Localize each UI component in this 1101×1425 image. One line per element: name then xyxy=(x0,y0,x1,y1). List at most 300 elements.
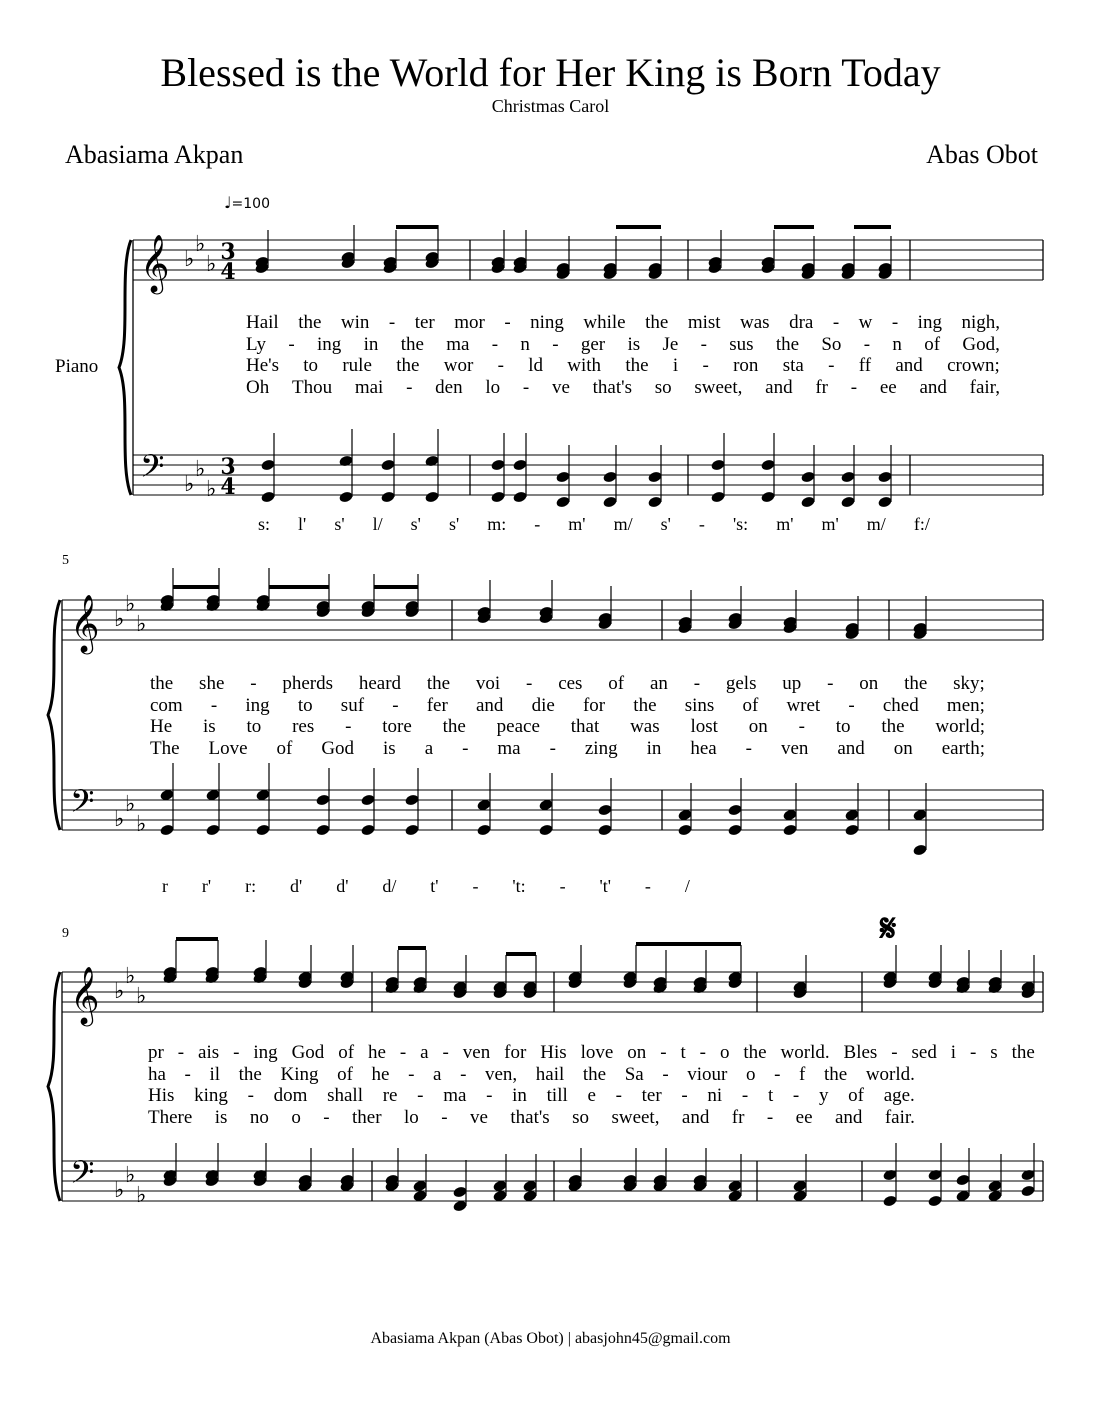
verse-2-lyrics-syllable: to xyxy=(297,694,313,716)
flat-icon: ♭ xyxy=(136,1183,147,1208)
verse-4-lyrics-syllable: and xyxy=(834,1106,863,1128)
verse-1-lyrics-syllable: Hail xyxy=(246,312,279,333)
verse-3-lyrics-syllable: y xyxy=(818,1085,829,1106)
lyricist-name: Abasiama Akpan xyxy=(65,140,244,169)
notehead xyxy=(538,823,553,836)
verse-3-lyrics-syllable: - xyxy=(681,1085,688,1106)
score-subtitle: Christmas Carol xyxy=(491,96,610,116)
bass-clef-icon: 𝄢 xyxy=(140,448,165,492)
verse-1-lyrics-syllable: world. xyxy=(780,1042,830,1063)
verse-1-lyrics-syllable: - xyxy=(832,312,840,333)
verse-1-lyrics-syllable: ter xyxy=(414,312,435,333)
verse-4-lyrics-syllable: fair, xyxy=(969,376,1000,398)
verse-2-lyrics-syllable: il xyxy=(209,1063,221,1085)
verse-1-lyrics-syllable: mist xyxy=(687,312,721,333)
verse-1-lyrics-syllable: - xyxy=(526,673,533,694)
verse-3-lyrics-syllable: He's xyxy=(246,355,279,376)
verse-1-lyrics-syllable: love xyxy=(580,1042,614,1063)
verse-2-lyrics-syllable: com xyxy=(150,694,183,716)
verse-4-lyrics-syllable: hea xyxy=(690,737,717,759)
verse-1-lyrics-syllable: a xyxy=(420,1042,429,1063)
verse-3-lyrics-syllable: king xyxy=(194,1085,228,1106)
flat-icon: ♭ xyxy=(114,1178,125,1203)
verse-4-lyrics-syllable: and xyxy=(919,376,947,398)
solfa-line-syllable: 't' xyxy=(599,876,611,896)
verse-2-lyrics-syllable: ger xyxy=(580,333,606,355)
verse-1-lyrics-syllable: for xyxy=(504,1042,527,1063)
verse-4-lyrics-syllable: o xyxy=(291,1106,301,1128)
verse-2-lyrics-syllable: - xyxy=(184,1063,191,1085)
verse-3-lyrics-syllable: dom xyxy=(273,1085,308,1106)
verse-3-lyrics-syllable: wor xyxy=(443,355,474,376)
verse-2-lyrics-syllable: n xyxy=(520,333,530,355)
notehead xyxy=(727,803,742,816)
verse-1-lyrics-syllable: the xyxy=(904,673,928,694)
flat-icon: ♭ xyxy=(184,247,195,272)
verse-4-lyrics-syllable: that's xyxy=(592,376,632,398)
solfa-line-syllable: 't: xyxy=(512,876,526,896)
verse-4-lyrics-syllable: ma xyxy=(497,737,521,759)
verse-3-lyrics-syllable: ni xyxy=(707,1085,723,1106)
verse-2-lyrics-syllable: the xyxy=(775,333,800,355)
verse-3-lyrics-syllable: - xyxy=(828,355,835,376)
notehead xyxy=(380,490,395,503)
solfa-line-syllable: - xyxy=(698,514,705,534)
segno-icon: 𝄋 xyxy=(880,905,897,950)
verse-1-lyrics-syllable: ces xyxy=(558,673,583,694)
notehead xyxy=(159,823,174,836)
solfa-line-syllable: - xyxy=(472,876,479,896)
verse-2-lyrics-syllable: n xyxy=(892,333,902,355)
verse-2-lyrics-syllable: he xyxy=(371,1063,390,1085)
verse-1-lyrics-syllable: pherds xyxy=(282,673,334,694)
verse-4-lyrics-syllable: - xyxy=(462,737,469,759)
notehead xyxy=(800,495,815,508)
verse-2-lyrics-syllable: Ly xyxy=(246,333,267,355)
verse-1-lyrics-syllable: o xyxy=(719,1042,730,1063)
verse-4-lyrics-syllable: - xyxy=(850,376,858,398)
verse-3-lyrics-syllable: - xyxy=(798,716,805,737)
verse-4-lyrics-syllable: There xyxy=(148,1106,193,1128)
notehead xyxy=(927,1194,942,1207)
verse-3-lyrics-syllable: was xyxy=(630,716,660,737)
solfa-line-syllable: s' xyxy=(334,514,345,534)
verse-2-lyrics-syllable: sins xyxy=(684,694,715,716)
solfa-line-syllable: m/ xyxy=(866,514,886,534)
verse-1-lyrics-syllable: she xyxy=(199,673,225,694)
solfa-line-syllable: / xyxy=(684,876,690,896)
verse-4-lyrics-syllable: is xyxy=(214,1106,228,1128)
measure-number: 9 xyxy=(62,926,69,941)
verse-1-lyrics-syllable: s xyxy=(990,1042,998,1063)
notehead xyxy=(710,490,725,503)
notehead xyxy=(1020,1168,1035,1181)
verse-3-lyrics-syllable: res xyxy=(292,716,315,737)
verse-2-lyrics-syllable: - xyxy=(863,333,871,355)
notehead xyxy=(927,1168,942,1181)
verse-3-lyrics-syllable: with xyxy=(567,355,602,376)
time-sig-bottom: 4 xyxy=(220,259,236,285)
notehead xyxy=(512,458,527,471)
verse-1-lyrics-syllable: His xyxy=(540,1042,567,1063)
notehead xyxy=(315,823,330,836)
verse-2-lyrics xyxy=(148,1064,915,1086)
footer-credit: Abasiama Akpan (Abas Obot) | abasjohn45@gmail.com xyxy=(370,1330,731,1347)
verse-1-lyrics-syllable: i xyxy=(950,1042,957,1063)
verse-2-lyrics-syllable: of xyxy=(337,1063,353,1085)
verse-4-lyrics-syllable: and xyxy=(765,376,793,398)
verse-4-lyrics xyxy=(246,377,1000,399)
verse-2-lyrics-syllable: men; xyxy=(946,694,985,716)
verse-3-lyrics-syllable: - xyxy=(345,716,352,737)
verse-2-lyrics-syllable: world. xyxy=(865,1063,915,1085)
verse-1-lyrics-syllable: ning xyxy=(530,312,564,333)
verse-3-lyrics-syllable: - xyxy=(792,1085,800,1106)
verse-3-lyrics-syllable: sta xyxy=(782,355,804,376)
treble-clef-icon: 𝄞 xyxy=(140,234,170,292)
solfa-line-syllable: f:/ xyxy=(913,514,930,534)
verse-2-lyrics-syllable: sus xyxy=(729,333,754,355)
time-sig-top: 3 xyxy=(220,454,236,480)
verse-2-lyrics-syllable: - xyxy=(848,694,855,716)
verse-2-lyrics-syllable: f xyxy=(799,1063,806,1085)
verse-4-lyrics-syllable: ven xyxy=(780,737,809,759)
solfa-line-syllable: d' xyxy=(336,876,349,896)
solfa-line xyxy=(258,514,930,535)
verse-4-lyrics xyxy=(148,1107,915,1129)
verse-2-lyrics-syllable: of xyxy=(924,333,941,355)
notehead xyxy=(877,470,892,483)
solfa-line-syllable: s' xyxy=(660,514,671,534)
solfa-line-syllable: - xyxy=(534,514,541,534)
verse-1-lyrics-syllable: on xyxy=(859,673,879,694)
notehead xyxy=(727,823,742,836)
verse-1-lyrics xyxy=(246,312,1000,334)
notehead xyxy=(710,458,725,471)
composer-name: Abas Obot xyxy=(926,140,1038,169)
verse-1-lyrics-syllable: - xyxy=(970,1042,977,1063)
verse-1-lyrics-syllable: - xyxy=(827,673,834,694)
notehead xyxy=(782,823,797,836)
notehead xyxy=(476,823,491,836)
solfa-line-syllable: m' xyxy=(568,514,586,534)
verse-1-lyrics xyxy=(150,673,985,695)
verse-4-lyrics-syllable: zing xyxy=(584,737,618,759)
verse-4-lyrics-syllable: ther xyxy=(352,1106,382,1128)
verse-3-lyrics-syllable: He xyxy=(150,716,173,737)
notehead xyxy=(840,495,855,508)
verse-4-lyrics-syllable: - xyxy=(441,1106,448,1128)
verse-3-lyrics xyxy=(150,716,985,738)
verse-4-lyrics-syllable: so xyxy=(654,376,672,398)
notehead xyxy=(602,495,617,508)
verse-1-lyrics-syllable: w xyxy=(858,312,873,333)
notehead xyxy=(647,470,662,483)
verse-2-lyrics-syllable: ha xyxy=(148,1063,166,1085)
solfa-line xyxy=(162,876,690,897)
verse-1-lyrics-syllable: pr xyxy=(148,1042,164,1063)
verse-2-lyrics-syllable: the xyxy=(238,1063,262,1085)
verse-4-lyrics-syllable: sweet, xyxy=(611,1106,660,1128)
verse-1-lyrics-syllable: - xyxy=(233,1042,240,1063)
verse-1-lyrics-syllable: he xyxy=(368,1042,386,1063)
verse-3-lyrics xyxy=(148,1085,915,1107)
verse-1-lyrics-syllable: - xyxy=(442,1042,449,1063)
notehead xyxy=(360,793,375,806)
flat-icon: ♭ xyxy=(136,612,147,637)
verse-3-lyrics-syllable: is xyxy=(202,716,216,737)
verse-4-lyrics xyxy=(150,738,985,760)
verse-3-lyrics-syllable: peace xyxy=(496,716,540,737)
verse-2-lyrics-syllable: - xyxy=(408,1063,415,1085)
verse-4-lyrics-syllable: fr xyxy=(731,1106,745,1128)
verse-3-lyrics-syllable: ff xyxy=(858,355,872,376)
notehead xyxy=(205,823,220,836)
verse-2-lyrics-syllable: - xyxy=(552,333,559,355)
verse-4-lyrics-syllable: - xyxy=(766,1106,774,1128)
verse-2-lyrics-syllable: for xyxy=(582,694,606,716)
notehead xyxy=(338,490,353,503)
verse-4-lyrics-syllable: ee xyxy=(795,1106,813,1128)
verse-4-lyrics-syllable: is xyxy=(383,737,396,759)
verse-3-lyrics-syllable: world; xyxy=(935,716,985,737)
time-sig-bottom: 4 xyxy=(220,474,236,500)
verse-2-lyrics-syllable: suf xyxy=(340,694,365,716)
solfa-line-syllable: d/ xyxy=(382,876,397,896)
flat-icon: ♭ xyxy=(114,607,125,632)
notehead xyxy=(602,470,617,483)
verse-2-lyrics-syllable: the xyxy=(633,694,657,716)
verse-4-lyrics-syllable: lo xyxy=(485,376,501,398)
verse-4-lyrics-syllable: and xyxy=(681,1106,710,1128)
verse-3-lyrics-syllable: age. xyxy=(883,1085,915,1106)
verse-4-lyrics-syllable: Thou xyxy=(291,376,333,398)
verse-4-lyrics-syllable: God xyxy=(321,737,355,759)
verse-3-lyrics-syllable: - xyxy=(615,1085,622,1106)
verse-3-lyrics-syllable: - xyxy=(497,355,504,376)
notehead xyxy=(260,490,275,503)
flat-icon: ♭ xyxy=(125,792,136,817)
verse-2-lyrics-syllable: ven, xyxy=(485,1063,518,1085)
notehead xyxy=(424,490,439,503)
verse-4-lyrics-syllable: ve xyxy=(469,1106,488,1128)
verse-4-lyrics-syllable: fr xyxy=(815,376,828,398)
notehead xyxy=(490,458,505,471)
verse-1-lyrics-syllable: on xyxy=(627,1042,647,1063)
notehead xyxy=(912,843,927,856)
verse-2-lyrics-syllable: God, xyxy=(962,333,1000,355)
notehead xyxy=(882,1168,897,1181)
verse-3-lyrics-syllable: on xyxy=(748,716,768,737)
solfa-line-syllable: m' xyxy=(821,514,839,534)
flat-icon: ♭ xyxy=(136,984,147,1009)
verse-3-lyrics-syllable: to xyxy=(835,716,851,737)
solfa-line-syllable: s' xyxy=(410,514,421,534)
flat-icon: ♭ xyxy=(114,979,125,1004)
verse-3-lyrics-syllable: tore xyxy=(382,716,412,737)
notehead xyxy=(255,823,270,836)
verse-3-lyrics-syllable: i xyxy=(672,355,679,376)
verse-1-lyrics-syllable: the xyxy=(645,312,669,333)
verse-3-lyrics-syllable: ron xyxy=(733,355,759,376)
verse-4-lyrics-syllable: - xyxy=(549,737,556,759)
verse-2-lyrics-syllable: o xyxy=(746,1063,756,1085)
notehead xyxy=(490,490,505,503)
verse-2-lyrics-syllable: - xyxy=(700,333,707,355)
flat-icon: ♭ xyxy=(125,592,136,617)
verse-3-lyrics xyxy=(246,355,1000,377)
verse-4-lyrics-syllable: that's xyxy=(510,1106,550,1128)
verse-2-lyrics-syllable: Sa xyxy=(624,1063,644,1085)
verse-4-lyrics-syllable: mai xyxy=(354,376,384,398)
flat-icon: ♭ xyxy=(195,457,206,482)
verse-1-lyrics xyxy=(148,1042,1035,1064)
verse-1-lyrics-syllable: up xyxy=(782,673,802,694)
verse-2-lyrics-syllable: wret xyxy=(786,694,821,716)
score-title: Blessed is the World for Her King is Born Today xyxy=(160,50,941,95)
solfa-line-syllable: s: xyxy=(258,514,271,534)
verse-2-lyrics-syllable: - xyxy=(491,333,499,355)
verse-4-lyrics-syllable: - xyxy=(745,737,752,759)
verse-2-lyrics-syllable: - xyxy=(774,1063,781,1085)
verse-3-lyrics-syllable: e xyxy=(587,1085,596,1106)
notehead xyxy=(452,1185,467,1198)
notehead xyxy=(677,823,692,836)
verse-4-lyrics-syllable: fair. xyxy=(884,1106,915,1128)
verse-3-lyrics-syllable: in xyxy=(512,1085,527,1106)
solfa-line-syllable: - xyxy=(559,876,566,896)
verse-1-lyrics-syllable: the xyxy=(150,673,174,694)
verse-4-lyrics-syllable: - xyxy=(406,376,413,398)
notehead xyxy=(647,495,662,508)
verse-1-lyrics-syllable: - xyxy=(693,673,701,694)
verse-2-lyrics-syllable: the xyxy=(400,333,424,355)
notehead xyxy=(404,793,419,806)
solfa-line-syllable: - xyxy=(644,876,651,896)
verse-1-lyrics-syllable: ais xyxy=(198,1042,220,1063)
verse-1-lyrics-syllable: - xyxy=(399,1042,407,1063)
verse-1-lyrics-syllable: dra xyxy=(789,312,814,333)
solfa-line-syllable: m/ xyxy=(613,514,633,534)
verse-1-lyrics-syllable: of xyxy=(608,673,625,694)
verse-2-lyrics-syllable: the xyxy=(823,1063,848,1085)
solfa-line-syllable: r' xyxy=(201,876,212,896)
verse-1-lyrics-syllable: gels xyxy=(725,673,757,694)
verse-2-lyrics-syllable: the xyxy=(582,1063,607,1085)
verse-4-lyrics-syllable: The xyxy=(150,737,180,759)
verse-4-lyrics-syllable: a xyxy=(424,737,434,759)
notehead xyxy=(760,458,775,471)
flat-icon: ♭ xyxy=(206,477,217,502)
verse-1-lyrics-syllable: win xyxy=(340,312,370,333)
solfa-line-syllable: s' xyxy=(448,514,460,534)
notehead xyxy=(840,470,855,483)
solfa-line-syllable: l/ xyxy=(372,514,383,534)
verse-3-lyrics-syllable: ld xyxy=(528,355,543,376)
notehead xyxy=(882,1194,897,1207)
notehead xyxy=(760,490,775,503)
verse-2-lyrics-syllable: is xyxy=(627,333,641,355)
verse-3-lyrics-syllable: of xyxy=(848,1085,864,1106)
notehead xyxy=(380,458,395,471)
flat-icon: ♭ xyxy=(125,1163,136,1188)
verse-3-lyrics-syllable: - xyxy=(486,1085,493,1106)
notehead xyxy=(315,793,330,806)
verse-1-lyrics-syllable: - xyxy=(660,1042,667,1063)
verse-3-lyrics-syllable: shall xyxy=(327,1085,363,1106)
solfa-line-syllable: 's: xyxy=(732,514,749,534)
verse-3-lyrics-syllable: His xyxy=(148,1085,175,1106)
verse-4-lyrics-syllable: ee xyxy=(879,376,897,398)
verse-2-lyrics-syllable: viour xyxy=(687,1063,728,1085)
verse-2-lyrics xyxy=(246,334,1000,356)
verse-2-lyrics-syllable: So xyxy=(821,333,842,355)
verse-4-lyrics-syllable: no xyxy=(249,1106,269,1128)
verse-2-lyrics-syllable: fer xyxy=(426,694,448,716)
verse-2-lyrics-syllable: - xyxy=(460,1063,467,1085)
notehead xyxy=(555,470,570,483)
verse-2-lyrics-syllable: a xyxy=(433,1063,442,1085)
verse-3-lyrics-syllable: and xyxy=(895,355,923,376)
verse-1-lyrics-syllable: voi xyxy=(475,673,501,694)
verse-1-lyrics-syllable: ven xyxy=(462,1042,491,1063)
verse-3-lyrics-syllable: ter xyxy=(641,1085,662,1106)
verse-1-lyrics-syllable: was xyxy=(740,312,770,333)
notehead xyxy=(404,823,419,836)
verse-2-lyrics-syllable: - xyxy=(392,694,399,716)
notehead xyxy=(360,823,375,836)
verse-2-lyrics-syllable: - xyxy=(662,1063,669,1085)
verse-2-lyrics-syllable: ma xyxy=(446,333,470,355)
verse-1-lyrics-syllable: t xyxy=(680,1042,686,1063)
flat-icon: ♭ xyxy=(114,807,125,832)
verse-3-lyrics-syllable: the xyxy=(625,355,649,376)
verse-4-lyrics-syllable: ve xyxy=(551,376,570,398)
verse-1-lyrics-syllable: the xyxy=(1011,1042,1035,1063)
verse-3-lyrics-syllable: - xyxy=(417,1085,424,1106)
notehead xyxy=(597,823,612,836)
verse-4-lyrics-syllable: of xyxy=(276,737,293,759)
verse-1-lyrics-syllable: God xyxy=(291,1042,325,1063)
verse-1-lyrics-syllable: Bles xyxy=(843,1042,878,1063)
verse-1-lyrics-syllable: - xyxy=(250,673,257,694)
verse-2-lyrics xyxy=(150,695,985,717)
verse-1-lyrics-syllable: - xyxy=(699,1042,706,1063)
notehead xyxy=(844,823,859,836)
verse-3-lyrics-syllable: that xyxy=(570,716,600,737)
verse-2-lyrics-syllable: ched xyxy=(882,694,919,716)
notehead xyxy=(424,454,439,467)
verse-4-lyrics-syllable: Love xyxy=(208,737,248,759)
verse-3-lyrics-syllable: lost xyxy=(690,716,718,737)
flat-icon: ♭ xyxy=(125,964,136,989)
verse-4-lyrics-syllable: Oh xyxy=(246,376,270,398)
verse-1-lyrics-syllable: while xyxy=(583,312,626,333)
piano-brace xyxy=(48,600,60,830)
verse-3-lyrics-syllable: crown; xyxy=(947,355,1000,376)
verse-1-lyrics-syllable: sky; xyxy=(953,673,985,694)
notehead xyxy=(512,490,527,503)
verse-3-lyrics-syllable: ma xyxy=(443,1085,467,1106)
measure-number: 5 xyxy=(62,553,69,568)
solfa-line-syllable: t' xyxy=(430,876,439,896)
verse-3-lyrics-syllable: rule xyxy=(342,355,372,376)
verse-3-lyrics-syllable: the xyxy=(396,355,420,376)
notehead xyxy=(800,470,815,483)
verse-3-lyrics-syllable: re xyxy=(382,1085,398,1106)
solfa-line-syllable: r xyxy=(162,876,168,896)
notehead xyxy=(955,1173,970,1186)
